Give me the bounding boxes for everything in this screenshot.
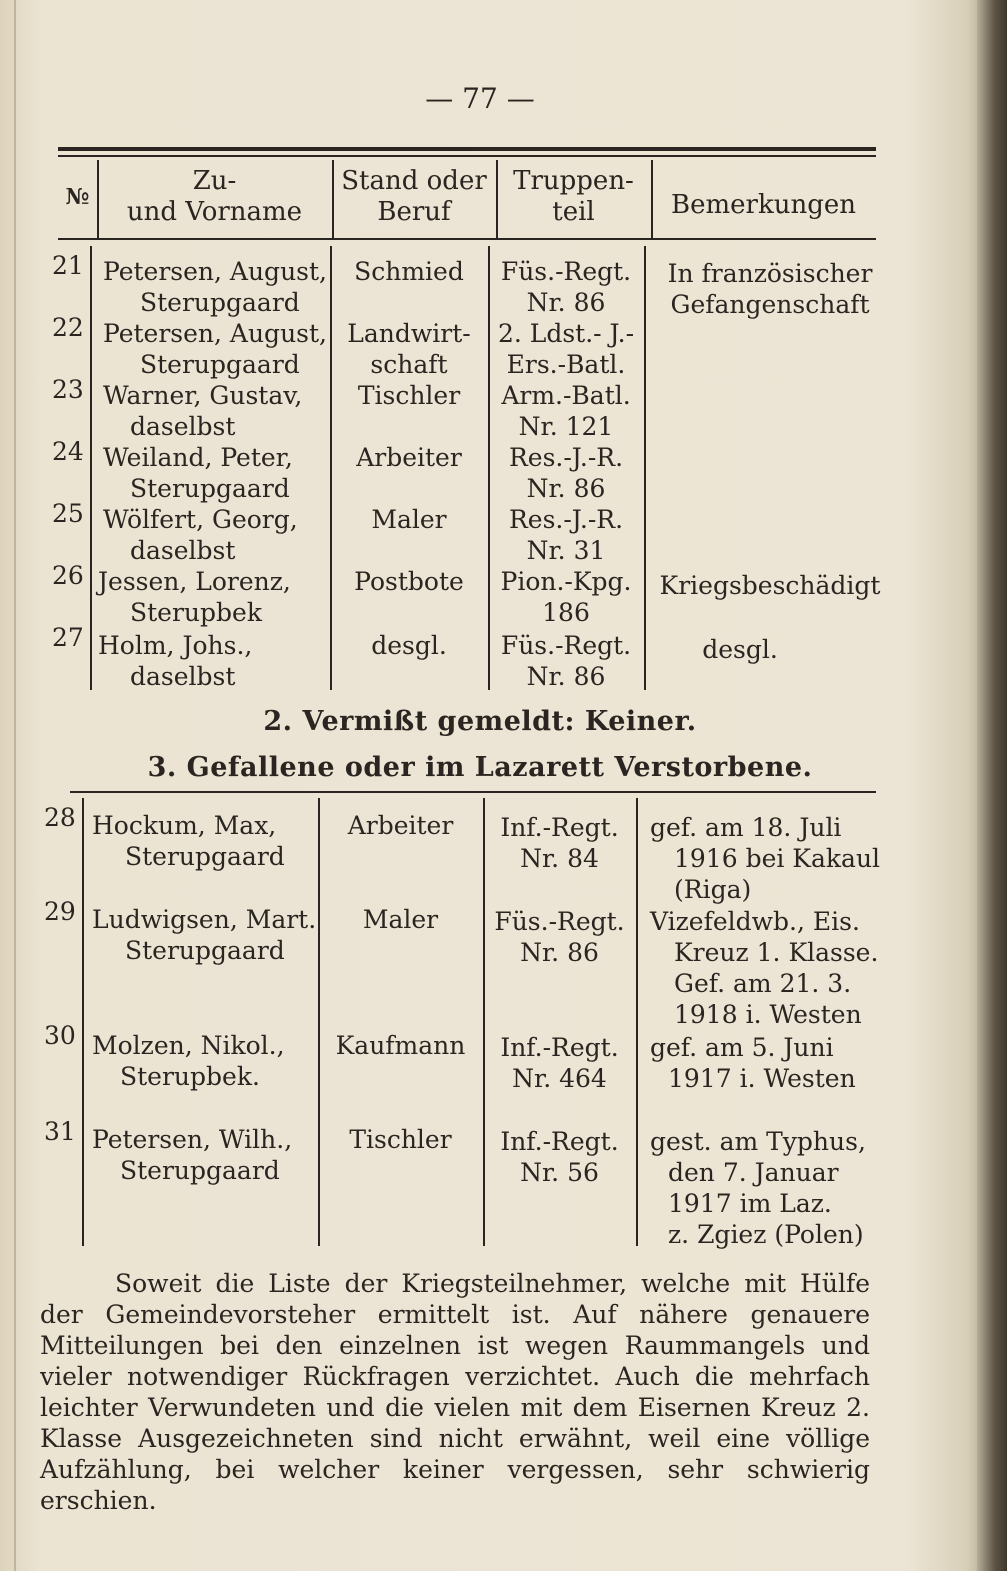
- row-truppe: Inf.-Regt.: [500, 1033, 619, 1062]
- row-truppe-nr: Nr. 86: [526, 288, 606, 317]
- header-bemerkungen: Bemerkungen: [671, 190, 856, 220]
- row-place: Sterupgaard: [130, 474, 290, 503]
- row-truppe-nr: Ers.-Batl.: [506, 350, 626, 379]
- row-bemerkung: 1917 im Laz.: [668, 1189, 832, 1218]
- row-place: daselbst: [130, 536, 236, 565]
- row-beruf: Tischler: [357, 381, 461, 410]
- page-number: — 77 —: [425, 82, 535, 115]
- row-bemerkung: Vizefeldwb., Eis.: [650, 907, 860, 936]
- row-beruf: Landwirt-: [347, 319, 471, 348]
- row-truppe: Füs.-Regt.: [494, 907, 625, 936]
- column-divider: [644, 246, 646, 690]
- row-truppe: Arm.-Batl.: [501, 381, 631, 410]
- row-place: Sterupgaard: [140, 350, 300, 379]
- row-name: Petersen, Wilh.,: [92, 1125, 293, 1154]
- row-name: Hockum, Max,: [92, 811, 277, 840]
- row-name: Petersen, August,: [103, 319, 327, 348]
- row-bemerkung: Kreuz 1. Klasse.: [674, 938, 879, 967]
- section-missing-heading: 2. Vermißt gemeldt: Keiner.: [263, 706, 697, 737]
- row-nr: 27: [52, 623, 84, 652]
- row-beruf: Schmied: [354, 257, 464, 286]
- row-bemerkung: (Riga): [674, 875, 752, 904]
- row-truppe: Res.-J.-R.: [508, 443, 624, 472]
- row-bemerkung: gef. am 18. Juli: [650, 813, 842, 842]
- header-stand-line2: Beruf: [377, 197, 451, 227]
- row-truppe: 2. Ldst.- J.-: [497, 319, 635, 348]
- row-beruf: Maler: [371, 505, 447, 534]
- row-nr: 22: [52, 313, 84, 342]
- row-bemerkung: den 7. Januar: [668, 1158, 839, 1187]
- row-nr: 23: [52, 375, 84, 404]
- row-bemerkung: 1918 i. Westen: [674, 1000, 862, 1029]
- column-divider: [90, 246, 92, 690]
- row-beruf: Postbote: [354, 567, 464, 596]
- row-place: Sterupgaard: [125, 842, 285, 871]
- row-truppe: Inf.-Regt.: [500, 813, 619, 842]
- header-name-line1: Zu-: [192, 166, 237, 196]
- row-bemerkung: z. Zgiez (Polen): [668, 1220, 864, 1249]
- row-nr: 31: [44, 1117, 76, 1146]
- row-name: Weiland, Peter,: [103, 443, 293, 472]
- row-truppe: Füs.-Regt.: [500, 257, 632, 286]
- row-nr: 24: [52, 437, 84, 466]
- header-nr: №: [65, 184, 90, 210]
- header-name-line2: und Vorname: [126, 197, 303, 227]
- row-bemerkung: gef. am 5. Juni: [650, 1033, 834, 1062]
- row-name: Holm, Johs.,: [98, 631, 253, 660]
- row-truppe: Füs.-Regt.: [500, 631, 632, 660]
- row-truppe-nr: Nr. 464: [512, 1064, 607, 1093]
- row-name: Jessen, Lorenz,: [98, 567, 291, 596]
- row-bemerkung: desgl.: [702, 635, 778, 664]
- row-bemerkung: 1916 bei Kakaul: [674, 844, 881, 873]
- table1-top-rule: [58, 147, 876, 151]
- row-beruf: Kaufmann: [335, 1031, 466, 1060]
- row-bemerkung: In französischer: [667, 259, 873, 288]
- column-divider: [318, 798, 320, 1246]
- row-truppe: Inf.-Regt.: [500, 1127, 619, 1156]
- row-place: Sterupgaard: [120, 1156, 280, 1185]
- row-bemerkung: 1917 i. Westen: [668, 1064, 856, 1093]
- row-nr: 25: [52, 499, 84, 528]
- table1-top-rule-thin: [58, 155, 876, 157]
- row-beruf: Arbeiter: [356, 443, 462, 472]
- row-bemerkung: gest. am Typhus,: [650, 1127, 866, 1156]
- row-beruf: Tischler: [349, 1125, 452, 1154]
- row-truppe-nr: Nr. 56: [520, 1158, 599, 1187]
- row-nr: 28: [44, 803, 76, 832]
- table1-header-rule: [58, 238, 876, 240]
- row-place: daselbst: [130, 662, 236, 691]
- row-truppe-nr: Nr. 121: [518, 412, 614, 441]
- row-bemerkung: Kriegsbeschädigt: [659, 571, 881, 600]
- row-truppe: Res.-J.-R.: [508, 505, 624, 534]
- row-place: Sterupbek.: [120, 1062, 260, 1091]
- row-truppe-nr: 186: [542, 598, 590, 627]
- closing-paragraph-text: Soweit die Liste der Kriegsteilnehmer, welche mit Hülfe der Gemeindevorsteher ermittelt ist. Auf nähere genauere Mitteilungen bei den einzelnen ist wegen Raummangels und vieler notwendiger Rückfragen verzichtet. Auch die mehrfach leichter Verwundeten und die vielen mit dem Eisernen Kreuz 2. Klasse Ausgezeichneten sind nicht erwähnt, weil eine völlige Aufzählung, bei welcher keiner vergessen, sehr schwierig erschien.: [40, 1269, 870, 1515]
- row-truppe-nr: Nr. 31: [526, 536, 606, 565]
- row-nr: 26: [52, 561, 84, 590]
- row-name: Molzen, Nikol.,: [92, 1031, 285, 1060]
- row-place: Sterupgaard: [125, 936, 285, 965]
- section-fallen-heading: 3. Gefallene oder im Lazarett Verstorbene.: [147, 752, 813, 783]
- row-beruf: Arbeiter: [347, 811, 454, 840]
- row-bemerkung: Gef. am 21. 3.: [674, 969, 852, 998]
- row-truppe: Pion.-Kpg.: [500, 567, 632, 596]
- page-edge-line: [14, 0, 16, 1571]
- row-truppe-nr: Nr. 86: [526, 662, 606, 691]
- row-nr: 29: [44, 897, 76, 926]
- header-stand-line1: Stand oder: [341, 166, 487, 196]
- row-beruf: schaft: [370, 350, 448, 379]
- column-divider: [82, 798, 84, 1246]
- row-nr: 21: [52, 251, 84, 280]
- row-beruf: Maler: [362, 905, 439, 934]
- row-name: Warner, Gustav,: [103, 381, 303, 410]
- row-name: Petersen, August,: [103, 257, 327, 286]
- table2-top-rule: [70, 791, 876, 793]
- header-truppe-line2: teil: [552, 197, 595, 227]
- header-truppe-line1: Truppen-: [513, 166, 634, 196]
- row-truppe-nr: Nr. 84: [520, 844, 599, 873]
- row-truppe-nr: Nr. 86: [526, 474, 606, 503]
- row-place: Sterupbek: [130, 598, 262, 627]
- row-beruf: desgl.: [371, 631, 447, 660]
- row-place: Sterupgaard: [140, 288, 300, 317]
- row-place: daselbst: [130, 412, 236, 441]
- column-divider: [636, 798, 638, 1246]
- row-bemerkung: Gefangenschaft: [670, 290, 870, 319]
- row-truppe-nr: Nr. 86: [520, 938, 599, 967]
- closing-paragraph: [40, 1268, 870, 1516]
- row-nr: 30: [44, 1021, 76, 1050]
- row-name: Wölfert, Georg,: [103, 505, 298, 534]
- row-name: Ludwigsen, Mart.: [92, 905, 317, 934]
- book-spine: [977, 0, 1007, 1571]
